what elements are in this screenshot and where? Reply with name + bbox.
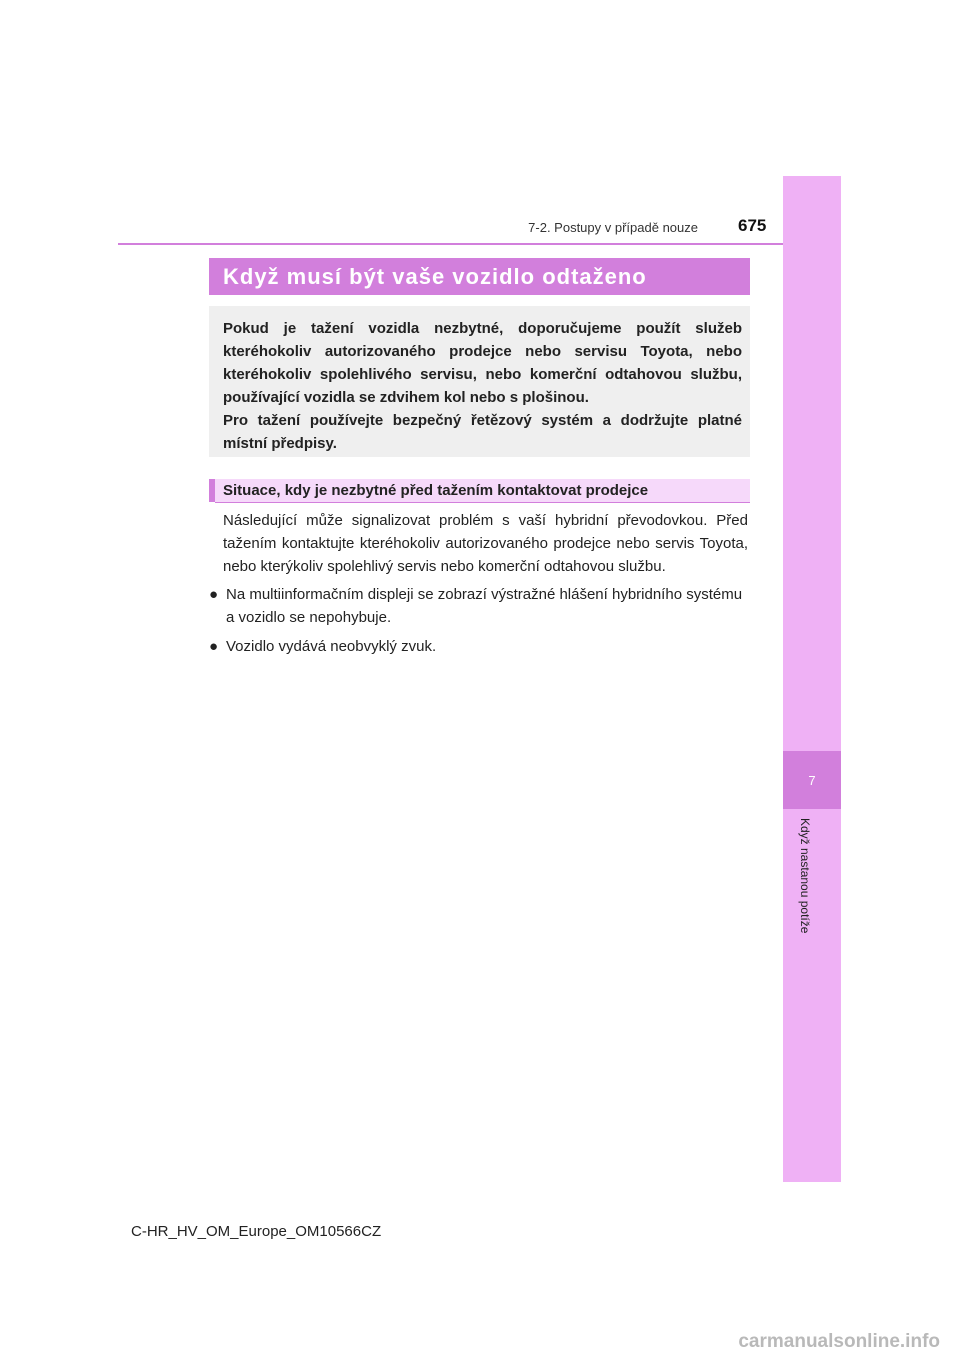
list-item — [209, 635, 748, 658]
subsection-paragraph: Následující může signalizovat problém s vaší hybridní převodovkou. Před tažením kontaktujte kteréhokoliv autorizovaného prodejce nebo servis Toyota, nebo kterýkoliv spolehlivý servis nebo komerční odtahovou službu. — [223, 512, 748, 575]
page-title: Když musí být vaše vozidlo odtaženo — [223, 264, 647, 289]
page-number: 675 — [738, 216, 767, 235]
chapter-title: Když nastanou potíže — [798, 818, 812, 934]
bullet-icon: ● — [209, 586, 219, 603]
intro-box — [209, 306, 750, 457]
list-item-text: Na multiinformačním displeji se zobrazí výstražné hlášení hybridního systému a vozidlo se nepohybuje. — [226, 586, 743, 626]
bullet-list — [209, 583, 748, 658]
bullet-icon: ● — [209, 638, 219, 655]
chapter-number: 7 — [808, 772, 816, 788]
list-item — [209, 583, 748, 629]
subsection-heading-text: Situace, kdy je nezbytné před tažením kontaktovat prodejce — [223, 482, 649, 499]
intro-paragraph-1: Pokud je tažení vozidla nezbytné, doporučujeme použít služeb kteréhokoliv autorizovaného prodejce nebo servisu Toyota, nebo kteréhokoliv spolehlivého servisu, nebo komerční odtahovou službu, používající vozidla se zdvihem kol nebo s plošinou. — [223, 320, 742, 406]
section-label: 7-2. Postupy v případě nouze — [528, 220, 698, 235]
title-bar — [209, 258, 750, 295]
header-rule — [118, 243, 783, 245]
watermark: carmanualsonline.info — [738, 1331, 940, 1352]
side-tab — [783, 176, 841, 1182]
chapter-marker — [783, 751, 841, 809]
subsection-heading — [209, 479, 750, 502]
subsection-body — [209, 509, 748, 664]
document-code: C-HR_HV_OM_Europe_OM10566CZ — [131, 1223, 382, 1240]
list-item-text: Vozidlo vydává neobvyklý zvuk. — [226, 638, 437, 655]
intro-paragraph-2: Pro tažení používejte bezpečný řetězový systém a dodržujte platné místní předpisy. — [223, 412, 742, 452]
